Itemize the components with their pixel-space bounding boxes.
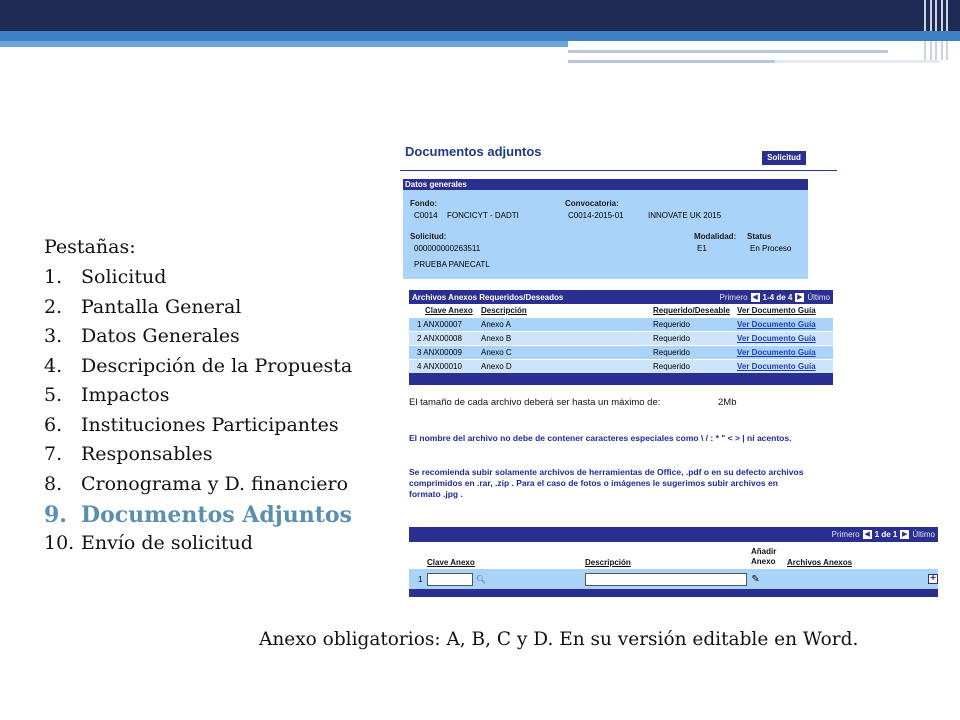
tab-item: 3. Datos Generales	[44, 325, 240, 347]
ver-documento-guia-link[interactable]: Ver Documento Guía	[737, 320, 816, 329]
grid-title: Archivos Anexos Requeridos/Deseados	[412, 292, 564, 302]
solicitud-button[interactable]: Solicitud	[762, 151, 806, 165]
clave-anexo-input[interactable]	[427, 573, 473, 586]
modalidad-value: E1	[697, 244, 707, 253]
pager-last-link[interactable]: Último	[912, 530, 935, 539]
convocatoria-name: INNOVATE UK 2015	[648, 211, 722, 220]
table-row: 1 ANX00007 Anexo A Requerido Ver Documento Guía	[409, 317, 833, 331]
solicitud-name: PRUEBA PANECATL	[414, 260, 490, 269]
filename-chars-note: El nombre del archivo no debe de contener caracteres especiales como \ / : * " < > | ni acentos.	[409, 433, 792, 443]
grid-rows	[409, 317, 833, 373]
tab-item: 8. Cronograma y D. financiero	[44, 472, 349, 495]
decoration-line	[568, 60, 775, 63]
lookup-search-icon[interactable]: 🔍︎	[475, 574, 487, 584]
datos-generales-panel	[403, 179, 808, 279]
convocatoria-code: C0014-2015-01	[568, 211, 624, 220]
tab-item: 7. Responsables	[44, 443, 213, 465]
status-value: En Proceso	[750, 244, 792, 253]
attach-paperclip-icon[interactable]: ✎	[751, 573, 760, 585]
grid-pager	[832, 530, 935, 539]
size-note	[409, 397, 737, 408]
datos-generales-header: Datos generales	[403, 179, 808, 190]
pager-first-link[interactable]: Primero	[719, 292, 748, 302]
pager-next-icon[interactable]: ▶	[902, 531, 908, 538]
grid-footer	[409, 589, 938, 597]
solicitud-label: Solicitud:	[410, 232, 447, 241]
tab-item: 1. Solicitud	[44, 266, 167, 288]
col-archivos-anexos[interactable]: Archivos Anexos	[787, 558, 853, 567]
pager-range: 1 de 1	[874, 530, 898, 539]
convocatoria-label: Convocatoria:	[565, 199, 619, 208]
header-stripe-secondary	[0, 41, 568, 47]
col-descripcion[interactable]: Descripción	[585, 558, 631, 567]
decoration-line	[568, 50, 888, 53]
table-row: 3 ANX00009 Anexo C Requerido Ver Documento Guía	[409, 345, 833, 359]
size-note-text: El tamaño de cada archivo deberá ser hasta un máximo de:	[409, 397, 661, 408]
grid-column-headers	[409, 542, 938, 569]
size-note-value: 2Mb	[718, 397, 737, 408]
anexos-requeridos-grid	[409, 290, 833, 385]
pager-prev-icon[interactable]: ◀	[864, 531, 870, 538]
tabs-list	[44, 266, 384, 561]
pager-first-link[interactable]: Primero	[831, 530, 860, 539]
col-ver-documento[interactable]: Ver Documento Guía	[737, 306, 816, 315]
title-divider	[400, 170, 837, 171]
grid-header	[409, 290, 833, 304]
pager-prev-icon[interactable]: ◀	[752, 293, 758, 301]
header-stripe	[0, 31, 960, 41]
grid-header	[409, 527, 938, 542]
fondo-name: FONCICYT - DADTI	[447, 211, 519, 220]
pager-range: 1-4 de 4	[762, 292, 793, 302]
pager-last-link[interactable]: Último	[807, 292, 830, 302]
grid-footer	[409, 373, 833, 385]
col-descripcion[interactable]: Descripción	[481, 306, 527, 315]
page-title: Documentos adjuntos	[405, 144, 542, 159]
modalidad-label: Modalidad:	[694, 232, 737, 241]
pager-next-icon[interactable]: ▶	[797, 293, 803, 301]
tab-item: 5. Impactos	[44, 384, 170, 406]
tabs-title: Pestañas:	[44, 236, 136, 258]
ver-documento-guia-link[interactable]: Ver Documento Guía	[737, 334, 816, 343]
col-clave-anexo[interactable]: Clave Anexo	[427, 558, 475, 567]
col-clave-anexo[interactable]: Clave Anexo	[425, 306, 473, 315]
col-anadir-anexo: Añadir Anexo	[751, 547, 777, 566]
add-row-plus-icon[interactable]: +	[928, 574, 938, 584]
tab-item: 10. Envío de solicitud	[44, 531, 253, 554]
table-row: 4 ANX00010 Anexo D Requerido Ver Documento Guía	[409, 359, 833, 373]
tab-item: 2. Pantalla General	[44, 295, 242, 318]
tab-item: 4. Descripción de la Propuesta	[44, 354, 353, 377]
slide-header-bar	[0, 0, 960, 31]
grid-pager	[720, 293, 830, 302]
grid-column-headers	[409, 304, 833, 317]
tab-item: 6. Instituciones Participantes	[44, 413, 339, 436]
status-label: Status	[747, 232, 772, 241]
col-requerido[interactable]: Requerido/Deseable	[653, 306, 730, 315]
upload-anexos-grid	[409, 527, 938, 597]
ver-documento-guia-link[interactable]: Ver Documento Guía	[737, 348, 816, 357]
fondo-label: Fondo:	[410, 199, 438, 208]
header-decoration-lines	[922, 0, 952, 60]
decoration-line	[775, 60, 940, 63]
table-row	[409, 569, 938, 589]
documentos-adjuntos-screen	[400, 130, 940, 610]
tabs-list-block	[44, 236, 384, 561]
footer-note: Anexo obligatorios: A, B, C y D. En su versión editable en Word.	[259, 629, 859, 650]
table-row: 2 ANX00008 Anexo B Requerido Ver Documento Guía	[409, 331, 833, 345]
file-format-note: Se recomienda subir solamente archivos de herramientas de Office, .pdf o en su defecto archivos comprimidos en .rar, .zip . Para el caso de fotos o imágenes le sugerimos subir archivos en formato .jpg .	[409, 467, 804, 499]
tab-item-active: 9. Documentos Adjuntos	[44, 502, 352, 528]
descripcion-input[interactable]	[585, 573, 748, 586]
row-number: 1	[418, 574, 423, 584]
ver-documento-guia-link[interactable]: Ver Documento Guía	[737, 362, 816, 371]
fondo-code: C0014	[414, 211, 438, 220]
solicitud-value: 000000000263511	[414, 244, 481, 253]
